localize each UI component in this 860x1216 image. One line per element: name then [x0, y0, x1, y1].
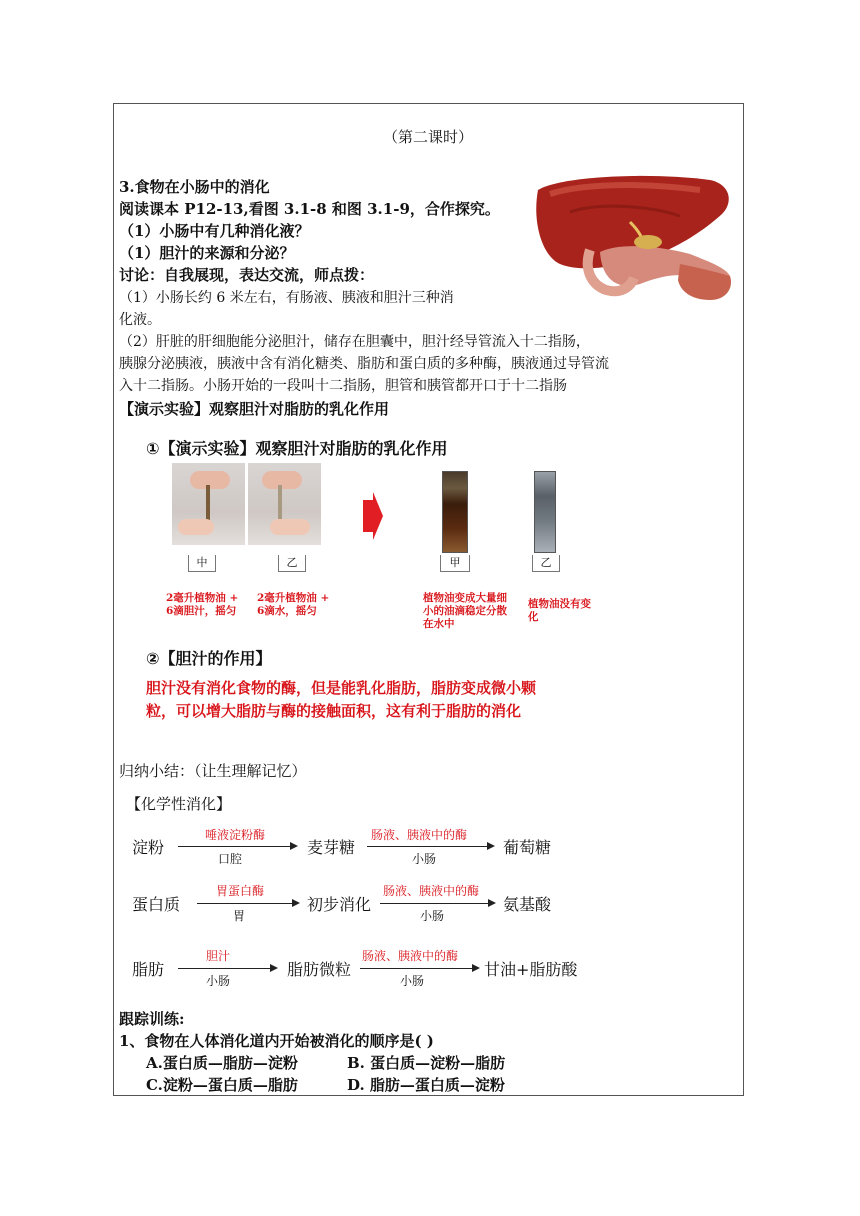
- row1-site-2: 小肠: [412, 852, 437, 866]
- row3-middle: 脂肪微粒: [287, 960, 352, 979]
- row3-start: 脂肪: [132, 960, 165, 979]
- answer-1-line-2: 化液。: [119, 312, 161, 328]
- row2-site-1: 胃: [233, 909, 246, 923]
- option-b[interactable]: B. 蛋白质—淀粉—脂肪: [347, 1054, 506, 1072]
- arrow-right-icon: [363, 492, 383, 540]
- liver-pancreas-illustration: [530, 172, 736, 304]
- experiment-photo-water: [248, 463, 321, 545]
- row2-enzyme-1: 胃蛋白酶: [216, 884, 265, 898]
- answer-2-line-1: （2）肝脏的肝细胞能分泌胆汁，储存在胆囊中，胆汁经导管流入十二指肠，: [119, 334, 590, 350]
- row1-site-1: 口腔: [218, 852, 243, 866]
- row1-enzyme-2: 肠液、胰液中的酶: [371, 828, 468, 842]
- label-no-change: 植物油没有变化: [528, 598, 591, 623]
- label-emulsified: 植物油变成大量细小的油滴稳定分散在水中: [423, 592, 507, 630]
- figure-heading-bile-role: ②【胆汁的作用】: [146, 649, 272, 668]
- option-d[interactable]: D. 脂肪—蛋白质—淀粉: [347, 1076, 505, 1094]
- row3-enzyme-1: 胆汁: [206, 949, 231, 963]
- question-2: （1）胆汁的来源和分泌？: [119, 244, 295, 262]
- row3-arrow-1: [178, 968, 270, 969]
- bile-role-line-2: 粒，可以增大脂肪与酶的接触面积，这有利于脂肪的消化: [146, 702, 522, 720]
- tube-label-3: 甲: [440, 555, 470, 572]
- row3-arrow-2: [360, 968, 472, 969]
- answer-1-line-1: （1）小肠长约 6 米左右，有肠液、胰液和胆汁三种消: [119, 290, 454, 306]
- chemical-digestion-heading: 【化学性消化】: [126, 795, 232, 813]
- row2-enzyme-2: 肠液、胰液中的酶: [383, 884, 480, 898]
- experiment-photo-bile: [172, 463, 245, 545]
- discussion-heading: 讨论：自我展现，表达交流，师点拨：: [119, 266, 375, 284]
- label-oil-bile: 2毫升植物油 + 6滴胆汁，摇匀: [166, 592, 239, 617]
- answer-2-line-2: 胰腺分泌胰液，胰液中含有消化糖类、脂肪和蛋白质的多种酶，胰液通过导管流: [119, 356, 609, 372]
- row2-arrow-1-head: [292, 899, 300, 907]
- summary-heading: 归纳小结：（让生理解记忆）: [119, 762, 307, 780]
- photo-margin-right: [322, 482, 348, 544]
- bile-role-line-1: 胆汁没有消化食物的酶，但是能乳化脂肪，脂肪变成微小颗: [146, 679, 537, 697]
- row3-site-1: 小肠: [206, 974, 231, 988]
- option-c[interactable]: C.淀粉—蛋白质—脂肪: [146, 1076, 298, 1094]
- lesson-title: （第二课时）: [383, 128, 474, 146]
- figure-heading-experiment: ①【演示实验】观察胆汁对脂肪的乳化作用: [146, 439, 448, 458]
- section-heading: 3.食物在小肠中的消化: [119, 178, 270, 196]
- row3-end: 甘油+脂肪酸: [484, 960, 578, 979]
- row1-arrow-2-head: [487, 842, 495, 850]
- row1-arrow-1: [178, 846, 290, 847]
- practice-heading: 跟踪训练:: [119, 1010, 185, 1028]
- question-1: （1）小肠中有几种消化液？: [119, 222, 310, 240]
- row1-middle: 麦芽糖: [307, 838, 356, 857]
- row2-middle: 初步消化: [307, 895, 372, 914]
- tube-result-b: [534, 471, 556, 553]
- demo-experiment-heading: 【演示实验】观察胆汁对脂肪的乳化作用: [119, 400, 390, 418]
- row3-arrow-2-head: [472, 964, 480, 972]
- row1-start: 淀粉: [132, 838, 165, 857]
- photo-margin-left: [148, 482, 170, 544]
- row2-arrow-2: [380, 903, 488, 904]
- row1-enzyme-1: 唾液淀粉酶: [205, 828, 266, 842]
- practice-question-1: 1、食物在人体消化道内开始被消化的顺序是( ): [119, 1032, 434, 1050]
- row2-arrow-2-head: [488, 899, 496, 907]
- tube-label-4: 乙: [532, 555, 560, 572]
- tube-label-1: 中: [188, 555, 216, 572]
- tube-label-2: 乙: [278, 555, 306, 572]
- row3-enzyme-2: 肠液、胰液中的酶: [362, 949, 459, 963]
- row2-arrow-1: [197, 903, 292, 904]
- label-oil-water: 2毫升植物油 + 6滴水，摇匀: [257, 592, 330, 617]
- row1-end: 葡萄糖: [503, 838, 552, 857]
- row2-end: 氨基酸: [503, 895, 552, 914]
- row2-start: 蛋白质: [132, 895, 181, 914]
- row3-arrow-1-head: [270, 964, 278, 972]
- row3-site-2: 小肠: [400, 974, 425, 988]
- row2-site-2: 小肠: [420, 909, 445, 923]
- row1-arrow-1-head: [290, 842, 298, 850]
- row1-arrow-2: [367, 846, 487, 847]
- option-a[interactable]: A.蛋白质—脂肪—淀粉: [146, 1054, 298, 1072]
- answer-2-line-3: 入十二指肠。小肠开始的一段叫十二指肠，胆管和胰管都开口于十二指肠: [119, 378, 567, 394]
- tube-result-a: [442, 471, 468, 553]
- reading-instruction: 阅读课本 P12-13,看图 3.1-8 和图 3.1-9，合作探究。: [119, 200, 500, 218]
